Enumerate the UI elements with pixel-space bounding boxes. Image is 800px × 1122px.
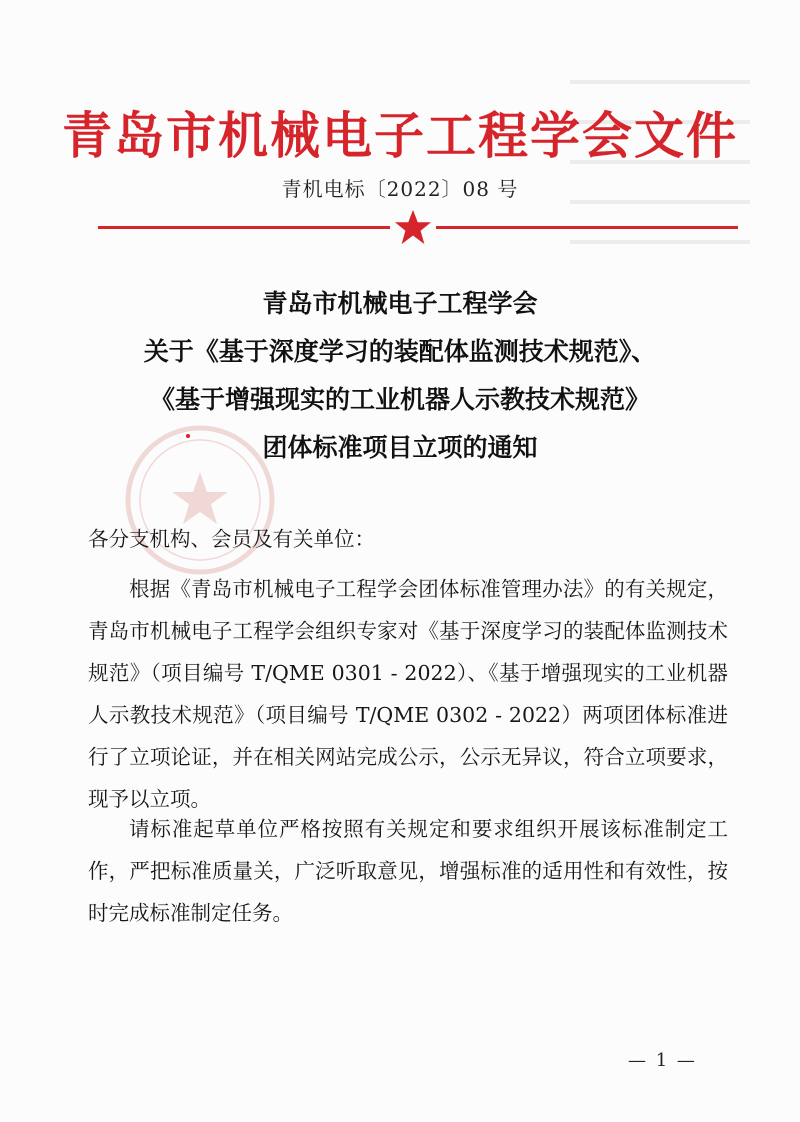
- notice-title-line-4: 团体标准项目立项的通知: [262, 433, 538, 462]
- document-number: 青机电标〔2022〕08 号: [281, 177, 519, 201]
- notice-title-line-2: 关于《基于深度学习的装配体监测技术规范》、: [143, 337, 657, 366]
- header-divider-left: [98, 226, 390, 229]
- body-paragraph-1: 根据《青岛市机械电子工程学会团体标准管理办法》的有关规定，青岛市机械电子工程学会组织专家对《基于深度学习的装配体监测技术规范》（项目编号 T/QME 0301 - 2022）、《基于增强现实的工业机器人示教技术规范》（项目编号 T/QME 0302 - 2022）两项团体标准进行了立项论证，并在相关网站完成公示，公示无异议，符合立项要求，现予以立项。: [88, 577, 728, 811]
- red-star-icon: [394, 208, 432, 246]
- notice-title-line-3: 《基于增强现实的工业机器人示教技术规范》: [149, 385, 650, 414]
- body-paragraph-2: 请标准起草单位严格按照有关规定和要求组织开展该标准制定工作，严把标准质量关，广泛听取意见，增强标准的适用性和有效性，按时完成标准制定任务。: [88, 817, 728, 925]
- header-divider-right: [436, 226, 738, 229]
- notice-title: [0, 280, 800, 472]
- salutation: 各分支机构、会员及有关单位：: [88, 527, 375, 551]
- ink-dot: [186, 434, 190, 438]
- notice-title-line-1: 青岛市机械电子工程学会: [262, 289, 538, 318]
- page-number: — 1 —: [628, 1050, 697, 1071]
- org-document-title: 青岛市机械电子工程学会文件: [62, 106, 738, 165]
